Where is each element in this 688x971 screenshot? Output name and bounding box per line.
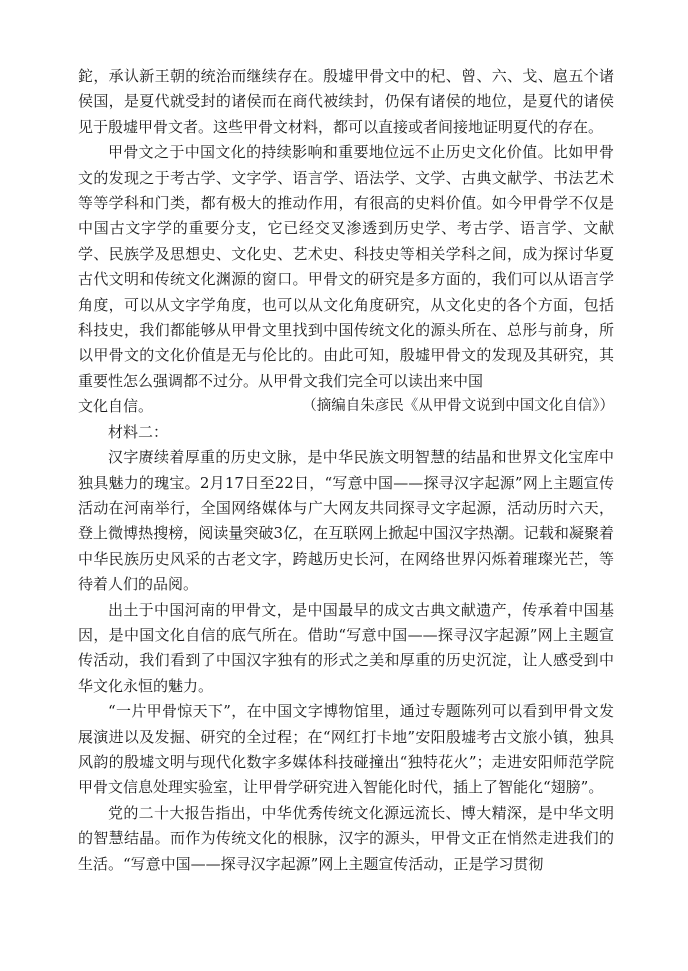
source-line <box>78 394 614 419</box>
paragraph-5: “一片甲骨惊天下”，在中国文字博物馆里，通过专题陈列可以看到甲骨文发展演进以及发掘、研究的全过程；在“网红打卡地”安阳殷墟考古文旅小镇，独具风韵的殷墟文明与现代化数字多媒体科技碰撞出“独特花火”；走进安阳师范学院甲骨文信息处理实验室，让甲骨学研究进入智能化时代，插上了智能化“翅膀”。 <box>78 702 614 797</box>
paragraph-1: 鉈，承认新王朝的统治而继续存在。殷墟甲骨文中的杞、曾、六、戈、扈五个诸侯国，是夏代就受封的诸侯而在商代被续封，仍保有诸侯的地位，是夏代的诸侯见于殷墟甲骨文者。这些甲骨文材料，都可以直接或者间接地证明夏代的存在。 <box>78 67 614 136</box>
source-citation: （摘编自朱彦民《从甲骨文说到中国文化自信》） <box>302 398 614 415</box>
paragraph-2: 甲骨文之于中国文化的持续影响和重要地位远不止历史文化价值。比如甲骨文的发现之于考古学、文字学、语言学、语法学、文学、古典文献学、书法艺术等等学科和门类，都有极大的推动作用，有很高的史料价值。如今甲骨学不仅是中国古文字学的重要分支，它已经交叉渗透到历史学、考古学、语言学、文献学、民族学及思想史、文化史、艺术史、科技史等相关学科之间，成为探讨华夏古代文明和传统文化渊源的窗口。甲骨文的研究是多方面的，我们可以从语言学角度，可以从文字学角度，也可以从文化角度研究，从文化史的各个方面，包括科技史，我们都能够从甲骨文里找到中国传统文化的源头所在、总彤与前身，所以甲骨文的文化价值是无与伦比的。由此可知，殷墟甲骨文的发现及其研究，其重要性怎么强调都不过分。从甲骨文我们完全可以读出来中国 <box>78 143 614 390</box>
paragraph-3: 汉字赓续着厚重的历史文脉，是中华民族文明智慧的结晶和世界文化宝库中独具魅力的瑰宝。2月17日至22日，“写意中国——探寻汉字起源”网上主题宣传活动在河南举行，全国网络媒体与广大网友共同探寻文字起源，活动历时六天，登上微博热搜榜，阅读量突破3亿，在互联网上掀起中国汉字热潮。记载和凝聚着中华民族历史风采的古老文字，跨越历史长河，在网络世界闪烁着璀璨光芒，等待着人们的品阅。 <box>78 448 614 594</box>
paragraph-2-tail: 文化自信。 <box>78 397 154 416</box>
paragraph-4: 出土于中国河南的甲骨文，是中国最早的成文古典文献遗产，传承着中国基因，是中国文化自信的底气所在。借助“写意中国——探寻汉字起源”网上主题宣传活动，我们看到了中国汉字独有的形式之美和厚重的历史沉淀，让人感受到中华文化永恒的魅力。 <box>78 600 614 695</box>
section-heading-material-2: 材料二： <box>108 422 169 441</box>
document-page <box>78 64 614 877</box>
paragraph-6: 党的二十大报告指出，中华优秀传统文化源远流长、博大精深，是中华文明的智慧结晶。而作为传统文化的根脉，汉字的源头，甲骨文正在悄然走进我们的生活。“写意中国——探寻汉字起源”网上主题宣传活动，正是学习贯彻 <box>78 803 614 873</box>
